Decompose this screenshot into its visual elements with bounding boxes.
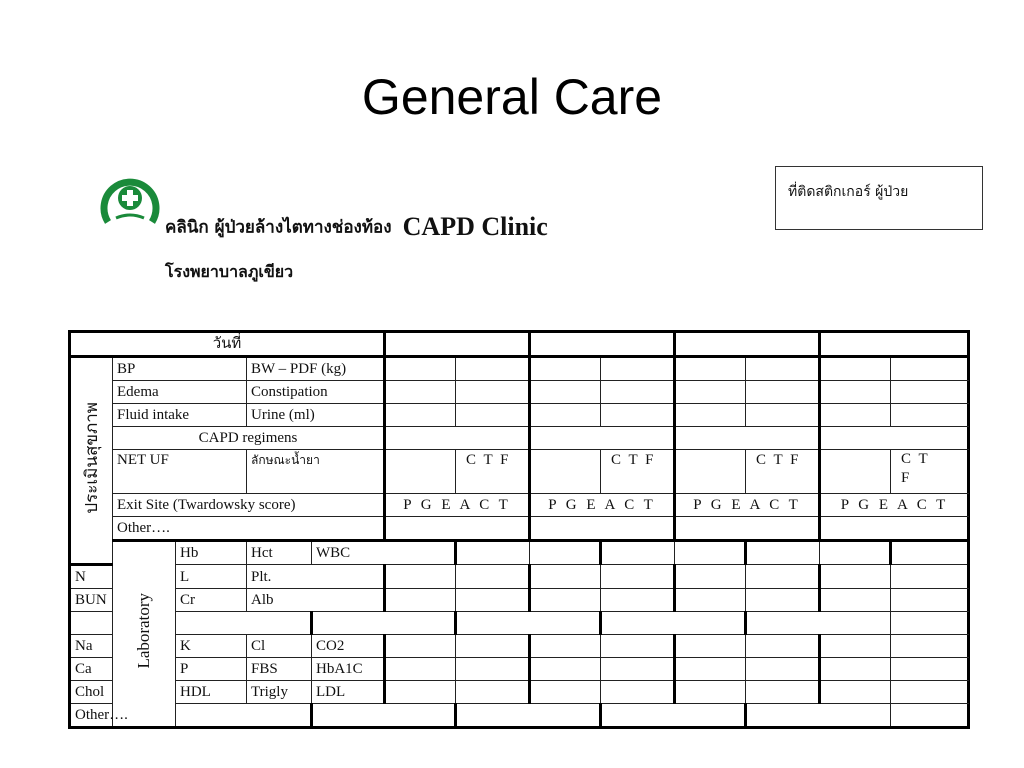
entry-cell[interactable] <box>601 357 675 381</box>
entry-cell[interactable] <box>601 635 675 658</box>
hb-label: Hb <box>176 541 247 565</box>
entry-cell[interactable] <box>530 517 675 541</box>
sticker-label: ที่ติดสติกเกอร์ ผู้ป่วย <box>788 184 909 200</box>
entry-cell[interactable] <box>746 612 891 635</box>
patient-sticker-box <box>775 166 983 230</box>
entry-cell[interactable] <box>456 635 530 658</box>
entry-cell[interactable] <box>820 357 891 381</box>
entry-cell[interactable] <box>456 658 530 681</box>
entry-cell[interactable] <box>820 517 969 541</box>
entry-cell[interactable] <box>675 541 746 565</box>
entry-cell[interactable] <box>820 681 891 704</box>
entry-cell[interactable] <box>530 658 601 681</box>
entry-cell[interactable] <box>746 635 820 658</box>
lab-section-label: Laboratory <box>113 541 176 728</box>
entry-cell[interactable] <box>820 427 969 450</box>
cl-label: Cl <box>247 635 312 658</box>
lab-spacer <box>70 612 312 635</box>
entry-cell[interactable] <box>675 381 746 404</box>
entry-cell[interactable] <box>456 404 530 427</box>
na-label: Na <box>70 635 113 658</box>
hba1c-label: HbA1C <box>312 658 385 681</box>
entry-cell[interactable] <box>675 658 746 681</box>
entry-cell[interactable] <box>601 681 675 704</box>
entry-cell[interactable] <box>746 357 820 381</box>
l-label: L <box>176 565 247 589</box>
entry-cell[interactable] <box>746 541 820 565</box>
entry-cell[interactable] <box>746 589 820 612</box>
chol-label: Chol <box>70 681 113 704</box>
entry-cell[interactable] <box>601 381 675 404</box>
n-label: N <box>70 565 113 589</box>
entry-cell[interactable] <box>530 681 601 704</box>
entry-cell[interactable] <box>385 450 456 494</box>
entry-cell[interactable] <box>530 381 601 404</box>
entry-cell[interactable] <box>675 589 746 612</box>
clinic-name-english: CAPD Clinic <box>402 212 548 241</box>
entry-cell[interactable] <box>530 565 601 589</box>
entry-cell[interactable] <box>530 589 601 612</box>
entry-cell[interactable] <box>675 427 820 450</box>
lab-other-label: Other…. <box>70 704 312 728</box>
hct-label: Hct <box>247 541 312 565</box>
edema-label: Edema <box>113 381 247 404</box>
ctf-options[interactable]: C T F <box>456 450 530 494</box>
entry-cell[interactable] <box>820 589 891 612</box>
entry-cell[interactable] <box>385 658 456 681</box>
entry-cell[interactable] <box>746 381 820 404</box>
slide-title: General Care <box>361 69 663 125</box>
entry-cell[interactable] <box>385 635 456 658</box>
k-label: K <box>176 635 247 658</box>
entry-cell[interactable] <box>385 357 456 381</box>
entry-cell[interactable] <box>601 612 746 635</box>
entry-cell[interactable] <box>675 450 746 494</box>
co2-label: CO2 <box>312 635 385 658</box>
entry-cell[interactable] <box>385 381 456 404</box>
entry-cell[interactable] <box>675 357 746 381</box>
entry-cell[interactable] <box>385 427 530 450</box>
date-cell-4[interactable] <box>820 332 969 357</box>
date-cell-2[interactable] <box>530 332 675 357</box>
entry-cell[interactable] <box>530 635 601 658</box>
plt-label: Plt. <box>247 565 385 589</box>
entry-cell[interactable] <box>456 381 530 404</box>
entry-cell[interactable] <box>456 612 601 635</box>
bun-label: BUN <box>70 589 113 612</box>
alb-label: Alb <box>247 589 385 612</box>
entry-cell[interactable] <box>456 541 530 565</box>
clinic-name-thai: คลินิก ผู้ป่วยล้างไตทางช่องท้อง <box>165 217 392 238</box>
entry-cell[interactable] <box>891 357 969 381</box>
entry-cell[interactable] <box>891 404 969 427</box>
net-uf-label: NET UF <box>113 450 247 494</box>
wbc-label: WBC <box>312 541 456 565</box>
entry-cell[interactable] <box>456 589 530 612</box>
pgeact-options[interactable]: P G E A C T <box>530 494 675 517</box>
dialysate-label: ลักษณะน้ำยา <box>247 450 385 494</box>
ctf-options[interactable]: C T F <box>601 450 675 494</box>
hospital-name: โรงพยาบาลภูเขียว <box>165 262 294 281</box>
entry-cell[interactable] <box>820 404 891 427</box>
health-section-label: ประเมินสุขภาพ <box>70 357 113 565</box>
entry-cell[interactable] <box>312 704 456 728</box>
entry-cell[interactable] <box>746 404 820 427</box>
entry-cell[interactable] <box>820 381 891 404</box>
entry-cell[interactable] <box>675 635 746 658</box>
entry-cell[interactable] <box>891 635 969 658</box>
pgeact-options[interactable]: P G E A C T <box>675 494 820 517</box>
entry-cell[interactable] <box>601 565 675 589</box>
entry-cell[interactable] <box>891 658 969 681</box>
hdl-label: HDL <box>176 681 247 704</box>
entry-cell[interactable] <box>891 381 969 404</box>
entry-cell[interactable] <box>601 704 746 728</box>
ctf-options[interactable]: C T F <box>746 450 820 494</box>
fbs-label: FBS <box>247 658 312 681</box>
exit-site-label: Exit Site (Twardowsky score) <box>113 494 385 517</box>
date-cell-3[interactable] <box>675 332 820 357</box>
clinic-heading <box>165 212 548 242</box>
health-other-label: Other…. <box>113 517 385 541</box>
capd-record-table <box>68 330 970 729</box>
p-label: P <box>176 658 247 681</box>
entry-cell[interactable] <box>312 612 456 635</box>
ca-label: Ca <box>70 658 113 681</box>
entry-cell[interactable] <box>601 589 675 612</box>
entry-cell[interactable] <box>385 589 456 612</box>
entry-cell[interactable] <box>820 658 891 681</box>
capd-regimens-label: CAPD regimens <box>113 427 385 450</box>
entry-cell[interactable] <box>601 541 675 565</box>
entry-cell[interactable] <box>385 404 456 427</box>
pgeact-options[interactable]: P G E A C T <box>385 494 530 517</box>
entry-cell[interactable] <box>385 565 456 589</box>
entry-cell[interactable] <box>456 681 530 704</box>
entry-cell[interactable] <box>891 589 969 612</box>
entry-cell[interactable] <box>891 565 969 589</box>
cr-label: Cr <box>176 589 247 612</box>
entry-cell[interactable] <box>385 517 530 541</box>
entry-cell[interactable] <box>746 681 820 704</box>
entry-cell[interactable] <box>820 541 891 565</box>
trigly-label: Trigly <box>247 681 312 704</box>
entry-cell[interactable] <box>385 681 456 704</box>
entry-cell[interactable] <box>601 404 675 427</box>
entry-cell[interactable] <box>530 404 601 427</box>
ldl-label: LDL <box>312 681 385 704</box>
entry-cell[interactable] <box>456 704 601 728</box>
entry-cell[interactable] <box>746 565 820 589</box>
hospital-logo-icon <box>94 172 166 234</box>
bp-label: BP <box>113 357 247 381</box>
date-cell-1[interactable] <box>385 332 530 357</box>
entry-cell[interactable] <box>820 450 891 494</box>
entry-cell[interactable] <box>675 681 746 704</box>
entry-cell[interactable] <box>530 427 675 450</box>
urine-label: Urine (ml) <box>247 404 385 427</box>
entry-cell[interactable] <box>456 565 530 589</box>
entry-cell[interactable] <box>675 404 746 427</box>
date-label: วันที่ <box>70 332 385 357</box>
constipation-label: Constipation <box>247 381 385 404</box>
entry-cell[interactable] <box>675 565 746 589</box>
entry-cell[interactable] <box>746 704 891 728</box>
entry-cell[interactable] <box>746 658 820 681</box>
pgeact-options[interactable]: P G E A C T <box>820 494 969 517</box>
entry-cell[interactable] <box>675 517 820 541</box>
entry-cell[interactable] <box>820 565 891 589</box>
entry-cell[interactable] <box>456 357 530 381</box>
entry-cell[interactable] <box>820 635 891 658</box>
entry-cell[interactable] <box>601 658 675 681</box>
entry-cell[interactable] <box>530 541 601 565</box>
entry-cell[interactable] <box>530 357 601 381</box>
entry-cell[interactable] <box>891 681 969 704</box>
ctf-options[interactable]: C T F <box>891 450 969 494</box>
bw-label: BW – PDF (kg) <box>247 357 385 381</box>
entry-cell[interactable] <box>530 450 601 494</box>
entry-cell[interactable] <box>891 541 969 565</box>
fluid-intake-label: Fluid intake <box>113 404 247 427</box>
